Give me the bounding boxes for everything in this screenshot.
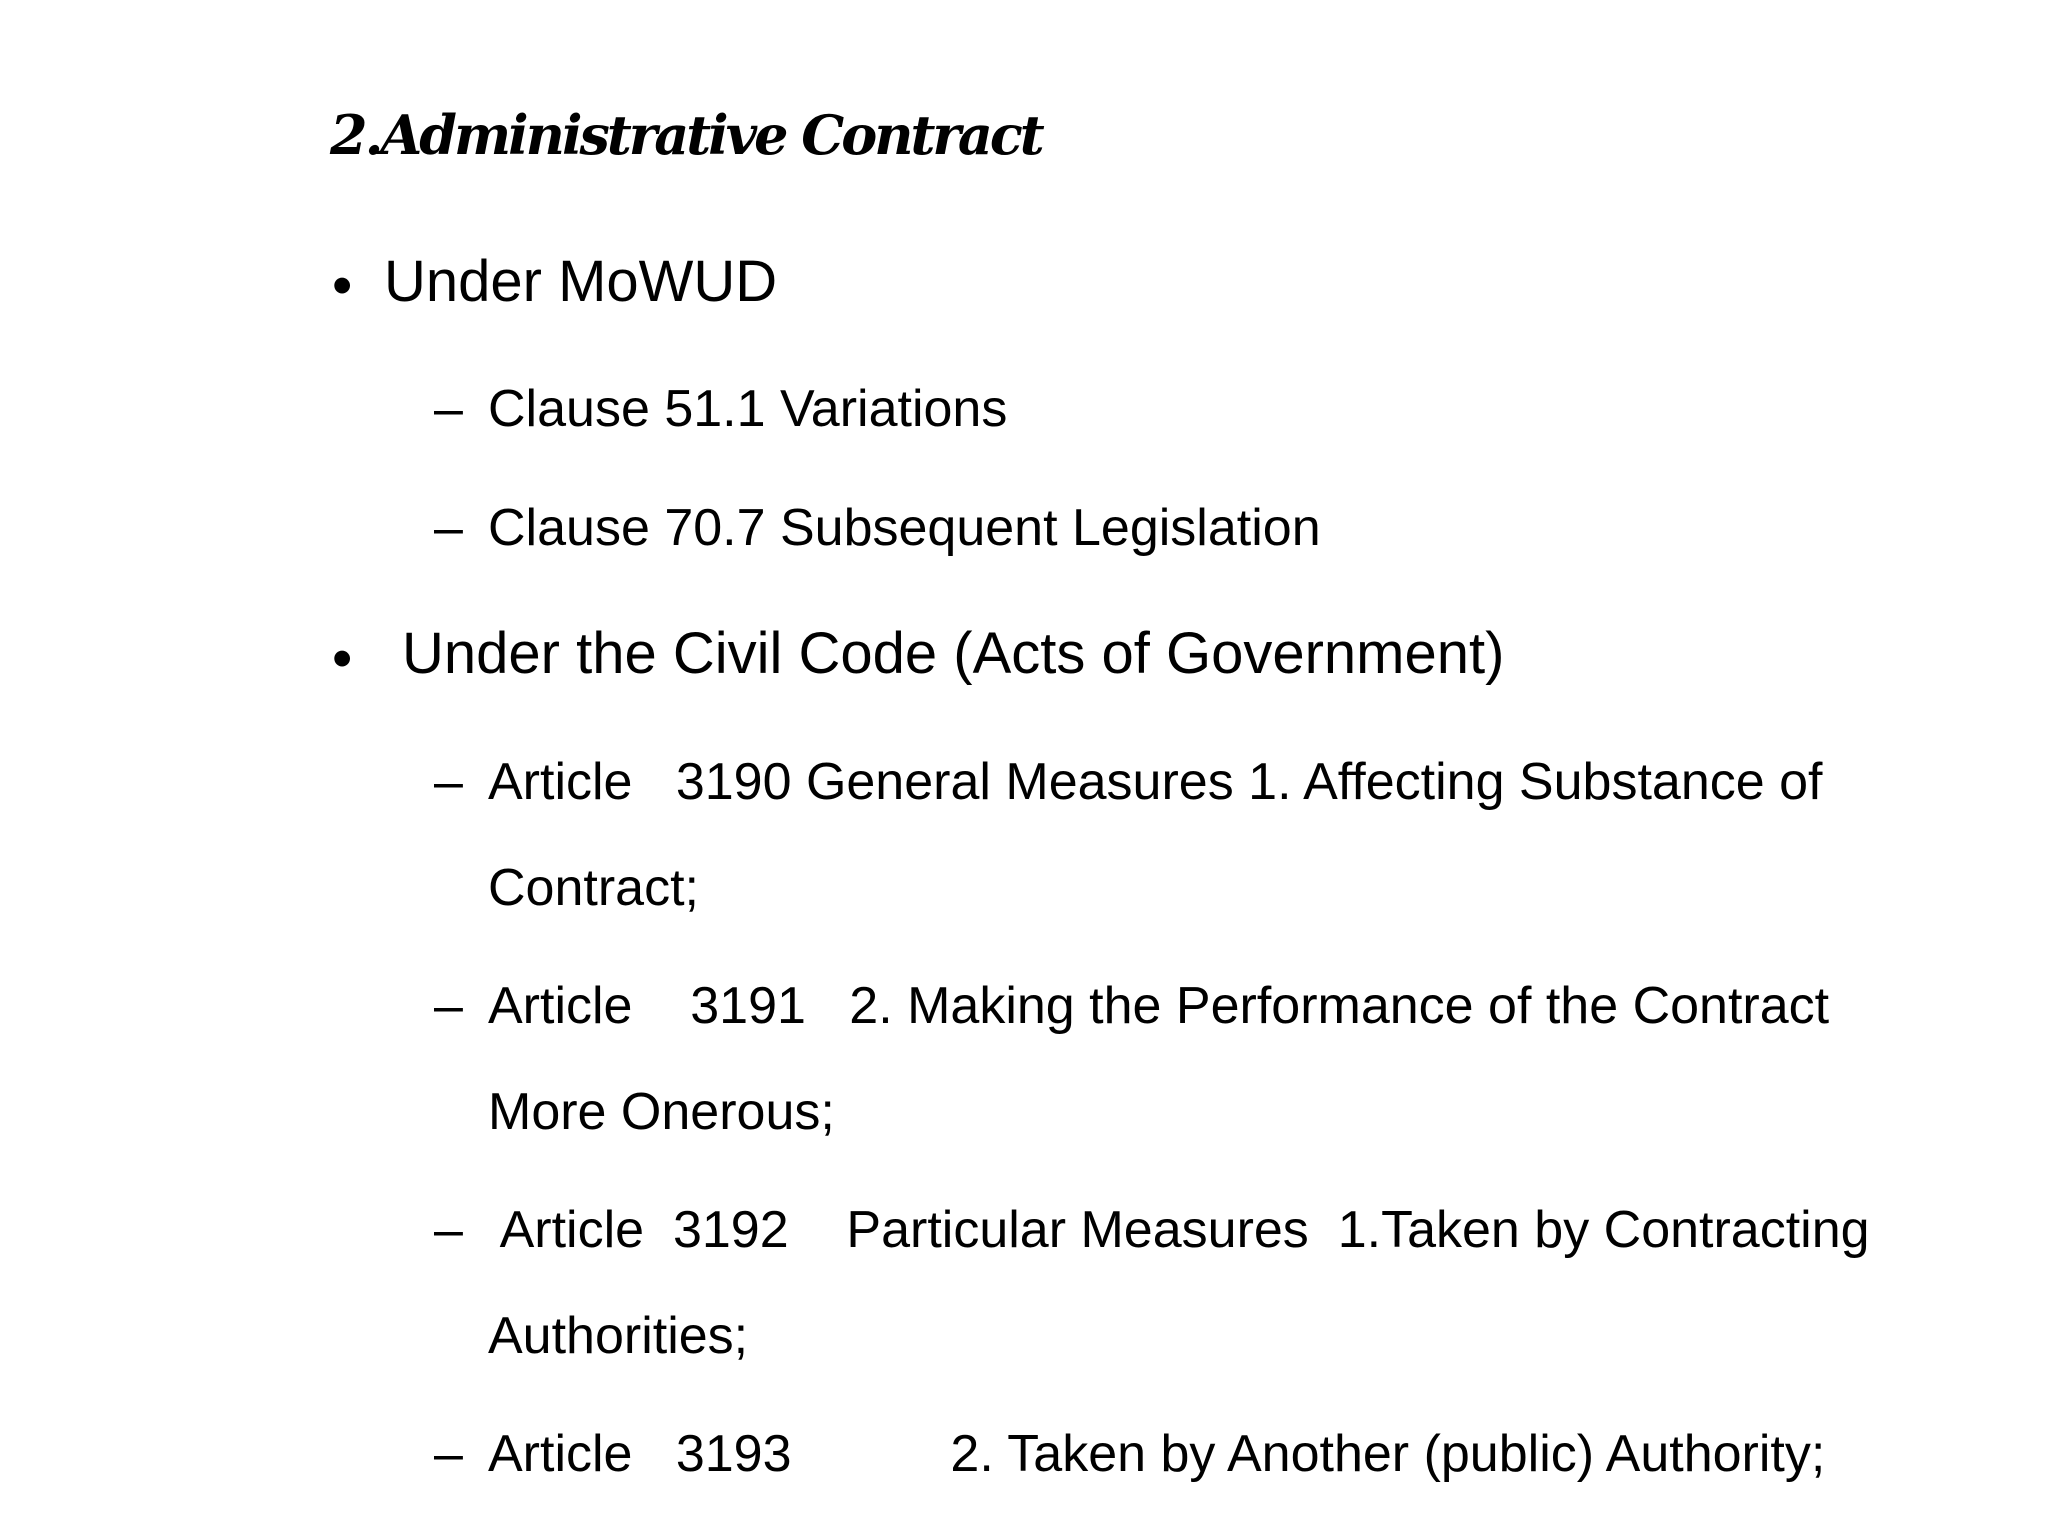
bullet-item-civil-code: Under the Civil Code (Acts of Government) [402, 621, 1505, 686]
subitem-article-3190-line2: Contract; [488, 859, 699, 917]
dash-marker: – [434, 499, 463, 557]
subitem-article-3192-line2: Authorities; [488, 1307, 749, 1365]
subitem-article-3191-line2: More Onerous; [488, 1083, 835, 1141]
bullet-marker: • [332, 626, 353, 691]
subitem-clause-70-7: Clause 70.7 Subsequent Legislation [488, 499, 1321, 557]
subitem-article-3191-line1: Article 3191 2. Making the Performance of the Contract [488, 977, 1830, 1035]
subitem-clause-51-1: Clause 51.1 Variations [488, 380, 1008, 438]
dash-marker: – [434, 753, 463, 811]
dash-marker: – [434, 380, 463, 438]
slide-title: 2.Administrative Contract [330, 103, 1042, 167]
subitem-article-3193: Article 3193 2. Taken by Another (public) Authority; [488, 1425, 1826, 1483]
dash-marker: – [434, 1201, 463, 1259]
dash-marker: – [434, 977, 463, 1035]
bullet-item-under-mowud: Under MoWUD [384, 249, 778, 314]
subitem-article-3190-line1: Article 3190 General Measures 1. Affecting Substance of [488, 753, 1823, 811]
bullet-marker: • [332, 253, 353, 318]
dash-marker: – [434, 1425, 463, 1483]
subitem-article-3192-line1: Article 3192 Particular Measures 1.Taken by Contracting [488, 1201, 1870, 1259]
